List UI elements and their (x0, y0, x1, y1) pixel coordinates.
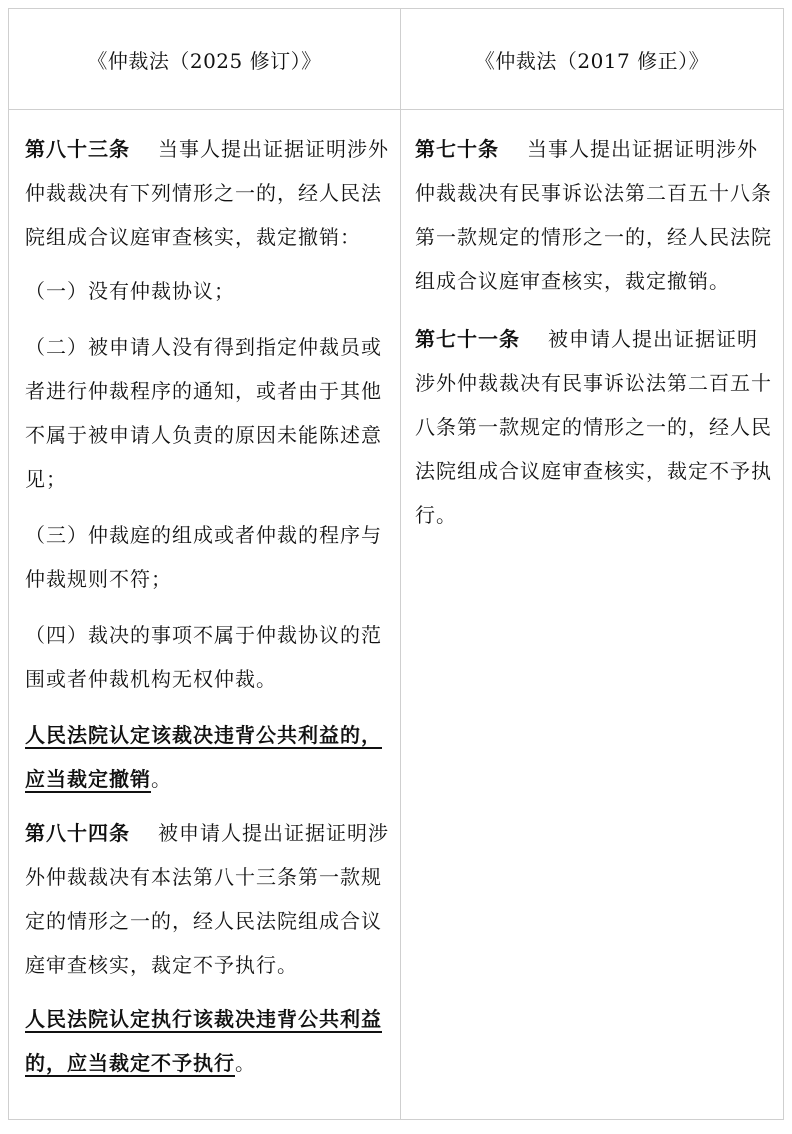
article-71-text: 被申请人提出证据证明涉外仲裁裁决有民事诉讼法第二百五十八条第一款规定的情形之一的，经人民法院组成合议庭审查核实，裁定不予执行。 (415, 327, 772, 527)
article-71-label: 第七十一条 (415, 327, 520, 351)
article-83 (25, 127, 389, 259)
added-text-underlined: 人民法院认定该裁决违背公共利益的，应当裁定撤销 (25, 723, 382, 791)
added-text-underlined: 人民法院认定执行该裁决违背公共利益的，应当裁定不予执行 (25, 1007, 382, 1075)
article-84 (25, 811, 389, 987)
article-83-label: 第八十三条 (25, 137, 130, 161)
column-2025 (25, 127, 389, 1099)
article-70-label: 第七十条 (415, 137, 499, 161)
header-2017-amendment: 《仲裁法（2017 修正）》 (474, 48, 710, 73)
header-divider (9, 109, 783, 110)
added-text-tail: 。 (235, 1051, 256, 1075)
column-divider (400, 9, 401, 1119)
added-clause-public-interest-revoke (25, 713, 389, 801)
added-clause-public-interest-enforce (25, 997, 389, 1085)
article-84-text: 被申请人提出证据证明涉外仲裁裁决有本法第八十三条第一款规定的情形之一的，经人民法院组成合议庭审查核实，裁定不予执行。 (25, 821, 389, 977)
comparison-table (8, 8, 784, 1120)
article-71 (415, 317, 777, 537)
header-2025-revision: 《仲裁法（2025 修订）》 (87, 48, 322, 73)
list-item: （二）被申请人没有得到指定仲裁员或者进行仲裁程序的通知，或者由于其他不属于被申请人负责的原因未能陈述意见； (25, 335, 382, 491)
list-item: （三）仲裁庭的组成或者仲裁的程序与仲裁规则不符； (25, 523, 382, 591)
article-70-text: 当事人提出证据证明涉外仲裁裁决有民事诉讼法第二百五十八条第一款规定的情形之一的，经人民法院组成合议庭审查核实，裁定撤销。 (415, 137, 772, 293)
list-item: （一）没有仲裁协议； (25, 279, 235, 303)
added-text-tail: 。 (151, 767, 172, 791)
article-70 (415, 127, 777, 303)
list-item: （四）裁决的事项不属于仲裁协议的范围或者仲裁机构无权仲裁。 (25, 623, 382, 691)
column-2017 (415, 127, 777, 551)
article-84-label: 第八十四条 (25, 821, 130, 845)
article-83-text: 当事人提出证据证明涉外仲裁裁决有下列情形之一的，经人民法院组成合议庭审查核实，裁定撤销： (25, 137, 389, 249)
